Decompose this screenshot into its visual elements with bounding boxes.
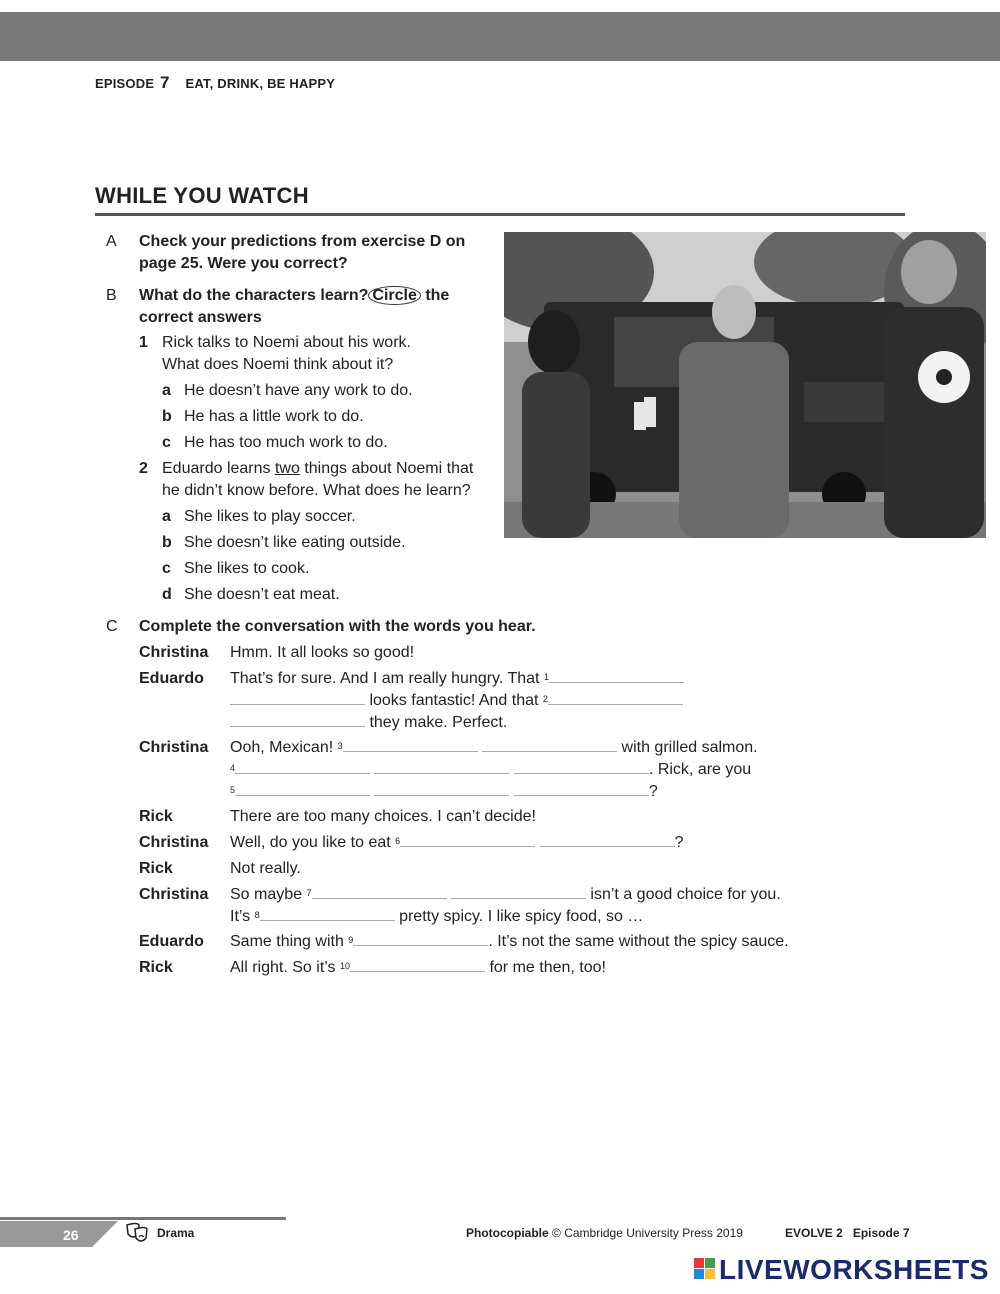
gap-4b[interactable]: [374, 759, 509, 774]
exercise-a-letter: A: [106, 233, 117, 250]
episode-photo: [504, 232, 986, 538]
exercise-c-letter: C: [106, 618, 118, 635]
dialogue-line: Well, do you like to eat $^6$ ?: [230, 834, 684, 851]
gap-6b[interactable]: [540, 832, 675, 847]
page-number: 26: [63, 1227, 79, 1243]
gap-9[interactable]: [353, 931, 488, 946]
exercise-b-letter: B: [106, 287, 117, 304]
speaker: Christina: [139, 644, 209, 661]
section-divider: [95, 213, 905, 216]
dialogue-line: It’s $^8$ pretty spicy. I like spicy food, so …: [230, 908, 644, 925]
dialogue-line: looks fantastic! And that $^2$: [230, 690, 683, 712]
dialogue-line: There are too many choices. I can’t decide!: [230, 808, 536, 825]
option-letter: c: [162, 434, 171, 451]
exercise-b-intro2: correct answers: [139, 309, 262, 326]
dialogue-line: All right. So it’s $^{10}$ for me then, too!: [230, 959, 606, 976]
question-1-line1: Rick talks to Noemi about his work.: [162, 334, 411, 351]
speaker: Christina: [139, 739, 209, 756]
gap-8[interactable]: [260, 906, 395, 921]
gap-5c[interactable]: [514, 781, 649, 796]
speaker: Eduardo: [139, 670, 204, 687]
question-2-line1: Eduardo learns two things about Noemi that: [162, 460, 474, 477]
gap-7a[interactable]: [312, 884, 447, 899]
gap-4a[interactable]: [235, 759, 370, 774]
footer-course: EVOLVE 2 Episode 7: [785, 1226, 910, 1240]
exercise-c-instruction: Complete the conversation with the words you hear.: [139, 618, 536, 635]
episode-title: EAT, DRINK, BE HAPPY: [185, 76, 336, 91]
footer-divider: [0, 1217, 286, 1220]
option-letter: d: [162, 586, 172, 603]
dialogue-line: $^4$ . Rick, are you: [230, 761, 752, 778]
footer-copyright: Photocopiable © Cambridge University Press 2019: [466, 1226, 743, 1240]
dialogue-line: Ooh, Mexican! $^3$ with grilled salmon.: [230, 739, 758, 756]
gap-4c[interactable]: [514, 759, 649, 774]
section-title: WHILE YOU WATCH: [95, 183, 309, 208]
footer-section: Drama: [157, 1226, 195, 1240]
dialogue-line: That’s for sure. And I am really hungry. That $^1$: [230, 668, 684, 690]
option-letter: a: [162, 382, 171, 399]
exercise-a-line1: Check your predictions from exercise D on: [139, 233, 466, 250]
dialogue-line: they make. Perfect.: [230, 712, 507, 734]
question-2-line2: he didn’t know before. What does he learn?: [162, 482, 471, 499]
liveworksheets-brand[interactable]: LIVEWORKSHEETS: [719, 1254, 989, 1285]
option-letter: b: [162, 534, 172, 551]
gap-2b[interactable]: [230, 712, 365, 727]
question-1-number: 1: [139, 334, 148, 351]
gap-3b[interactable]: [482, 737, 617, 752]
gap-7b[interactable]: [451, 884, 586, 899]
question-2-number: 2: [139, 460, 148, 477]
dialogue-line: Not really.: [230, 860, 301, 877]
gap-2a[interactable]: [548, 690, 683, 705]
exercise-b-intro: What do the characters learn? Circle the: [139, 287, 450, 304]
circled-word: Circle: [368, 286, 420, 305]
gap-1a[interactable]: [549, 668, 684, 683]
dialogue-line: So maybe $^7$ isn’t a good choice for you.: [230, 886, 781, 903]
dialogue-line: $^5$ ?: [230, 783, 658, 800]
gap-10[interactable]: [350, 957, 485, 972]
speaker: Christina: [139, 886, 209, 903]
dialogue-line: Same thing with $^9$ . It’s not the same without the spicy sauce.: [230, 933, 789, 950]
gap-6a[interactable]: [400, 832, 535, 847]
episode-label: EPISODE: [95, 76, 155, 91]
option-text[interactable]: He has a little work to do.: [184, 408, 364, 425]
option-text[interactable]: He has too much work to do.: [184, 434, 388, 451]
gap-1b[interactable]: [230, 690, 365, 705]
speaker: Rick: [139, 808, 173, 825]
speaker: Eduardo: [139, 933, 204, 950]
gap-5b[interactable]: [374, 781, 509, 796]
episode-header: [95, 73, 335, 93]
option-text[interactable]: He doesn’t have any work to do.: [184, 382, 413, 399]
exercise-a-line2: page 25. Were you correct?: [139, 255, 348, 272]
option-letter: c: [162, 560, 171, 577]
option-letter: b: [162, 408, 172, 425]
episode-number: 7: [160, 73, 170, 92]
drama-masks-icon: [125, 1222, 149, 1244]
top-banner: [0, 12, 1000, 61]
speaker: Rick: [139, 959, 173, 976]
speaker: Christina: [139, 834, 209, 851]
speaker: Rick: [139, 860, 173, 877]
option-text[interactable]: She doesn’t eat meat.: [184, 586, 340, 603]
option-letter: a: [162, 508, 171, 525]
dialogue-line: Hmm. It all looks so good!: [230, 644, 415, 661]
page-number-tab: [0, 1221, 118, 1247]
option-text[interactable]: She doesn’t like eating outside.: [184, 534, 406, 551]
option-text[interactable]: She likes to play soccer.: [184, 508, 356, 525]
liveworksheets-logo-icon: [694, 1258, 716, 1280]
option-text[interactable]: She likes to cook.: [184, 560, 310, 577]
gap-3a[interactable]: [343, 737, 478, 752]
question-1-line2: What does Noemi think about it?: [162, 356, 394, 373]
gap-5a[interactable]: [235, 781, 370, 796]
